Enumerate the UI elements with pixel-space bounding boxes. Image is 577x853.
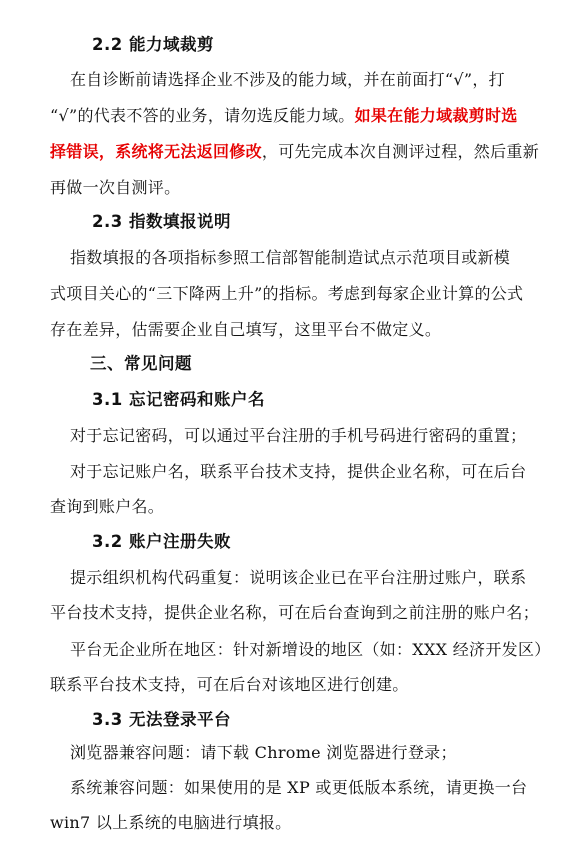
heading-3-2: 3.2 账户注册失败 (92, 532, 231, 551)
heading-2-2: 2.2 能力域裁剪 (92, 35, 214, 54)
para-2-2-line-3 (50, 142, 539, 162)
warning-text-2: 择错误，系统将无法返回修改 (50, 142, 262, 161)
para-3-3-line-1: 浏览器兼容问题：请下载 Chrome 浏览器进行登录； (70, 743, 457, 762)
warning-text-1: 如果在能力域裁剪时选 (354, 106, 518, 125)
para-2-2-line-4: 再做一次自测评。 (50, 178, 181, 197)
heading-section-3: 三、常见问题 (90, 354, 192, 373)
para-3-2-line-4: 联系平台技术支持，可在后台对该地区进行创建。 (50, 675, 409, 694)
heading-3-3: 3.3 无法登录平台 (92, 710, 231, 729)
para-3-1-line-1: 对于忘记密码，可以通过平台注册的手机号码进行密码的重置； (70, 426, 527, 445)
para-2-2-line-3-text: ，可先完成本次自测评过程，然后重新 (261, 142, 540, 161)
para-3-2-line-1: 提示组织机构代码重复：说明该企业已在平台注册过账户，联系 (70, 568, 527, 587)
para-3-3-line-3: win7 以上系统的电脑进行填报。 (50, 813, 292, 832)
para-3-2-line-3: 平台无企业所在地区：针对新增设的地区（如：XXX 经济开发区） (70, 640, 551, 659)
para-2-2-line-2 (50, 106, 518, 126)
para-2-2-line-1: 在自诊断前请选择企业不涉及的能力域，并在前面打“√”，打 (70, 70, 505, 89)
heading-2-3: 2.3 指数填报说明 (92, 212, 231, 231)
para-3-1-line-2: 对于忘记账户名，联系平台技术支持，提供企业名称，可在后台 (70, 462, 527, 481)
para-3-3-line-2: 系统兼容问题：如果使用的是 XP 或更低版本系统，请更换一台 (70, 778, 528, 797)
para-2-3-line-3: 存在差异，估需要企业自己填写，这里平台不做定义。 (50, 320, 442, 339)
para-3-1-line-3: 查询到账户名。 (50, 497, 165, 516)
para-2-3-line-1: 指数填报的各项指标参照工信部智能制造试点示范项目或新模 (70, 248, 511, 267)
para-2-2-line-2-text: “√”的代表不答的业务，请勿选反能力域。 (50, 106, 355, 125)
para-2-3-line-2: 式项目关心的“三下降两上升”的指标。考虑到每家企业计算的公式 (50, 284, 524, 303)
para-3-2-line-2: 平台技术支持，提供企业名称，可在后台查询到之前注册的账户名； (50, 603, 540, 622)
heading-3-1: 3.1 忘记密码和账户名 (92, 390, 265, 409)
